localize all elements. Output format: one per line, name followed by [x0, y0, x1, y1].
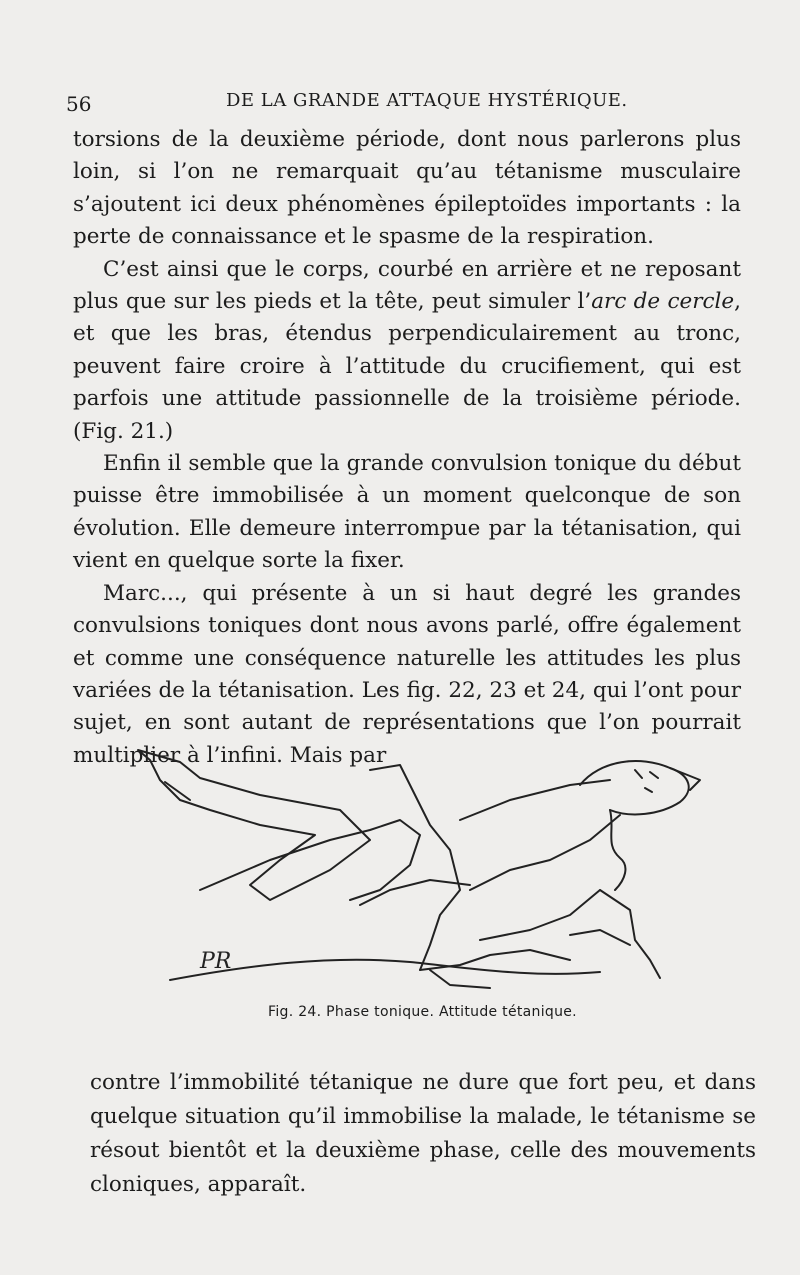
paragraph-2-start: C’est ainsi que le corps, courbé en arrière et ne reposant plus que sur les pieds et la tête, peut simuler l’	[73, 256, 741, 315]
paragraph-2	[73, 254, 741, 448]
paragraph-3: Enfin il semble que la grande convulsion tonique du début puisse être immobilisée à un moment quelconque de son évolution. Elle demeure interrompue par la tétanisation, qui vient en quelque sorte la fixer.	[73, 451, 741, 574]
main-text	[73, 124, 741, 772]
artist-signature: PR	[200, 949, 232, 974]
page-header	[66, 86, 734, 116]
main-text-continued	[90, 1066, 756, 1202]
figure-caption: Fig. 24. Phase tonique. Attitude tétanique.	[268, 1004, 577, 1020]
figure-24-illustration	[130, 740, 720, 1000]
reclining-woman-drawing	[130, 740, 720, 1000]
running-title: DE LA GRANDE ATTAQUE HYSTÉRIQUE.	[226, 90, 628, 111]
paragraph-4: Marc..., qui présente à un si haut degré les grandes convulsions toniques dont nous avons parlé, offre également et comme une conséquence naturelle les attitudes les plus variées de la tétanisation. Les fig. 22, 23 et 24, qui l’ont pour sujet, en sont autant de représentations que l’on pourrait multiplier à l’infini. Mais par	[73, 580, 741, 768]
arc-de-cercle-term: arc de cercle	[591, 289, 735, 315]
paragraph-1: torsions de la deuxième période, dont nous parlerons plus loin, si l’on ne remarquait qu’au tétanisme musculaire s’ajoutent ici deux phénomènes épileptoïdes importants : la perte de connaissance et le spasme de la respiration.	[73, 127, 741, 250]
paragraph-5: contre l’immobilité tétanique ne dure que fort peu, et dans quelque situation qu’il immobilise la malade, le tétanisme se résout bientôt et la deuxième phase, celle des mouvements cloniques, apparaît.	[90, 1070, 756, 1197]
paragraph-2-end: , et que les bras, étendus perpendiculairement au tronc, peuvent faire croire à l’attitude du crucifiement, qui est parfois une attitude passionnelle de la troisième période. (Fig. 21.)	[73, 289, 741, 444]
page-number: 56	[66, 92, 92, 116]
